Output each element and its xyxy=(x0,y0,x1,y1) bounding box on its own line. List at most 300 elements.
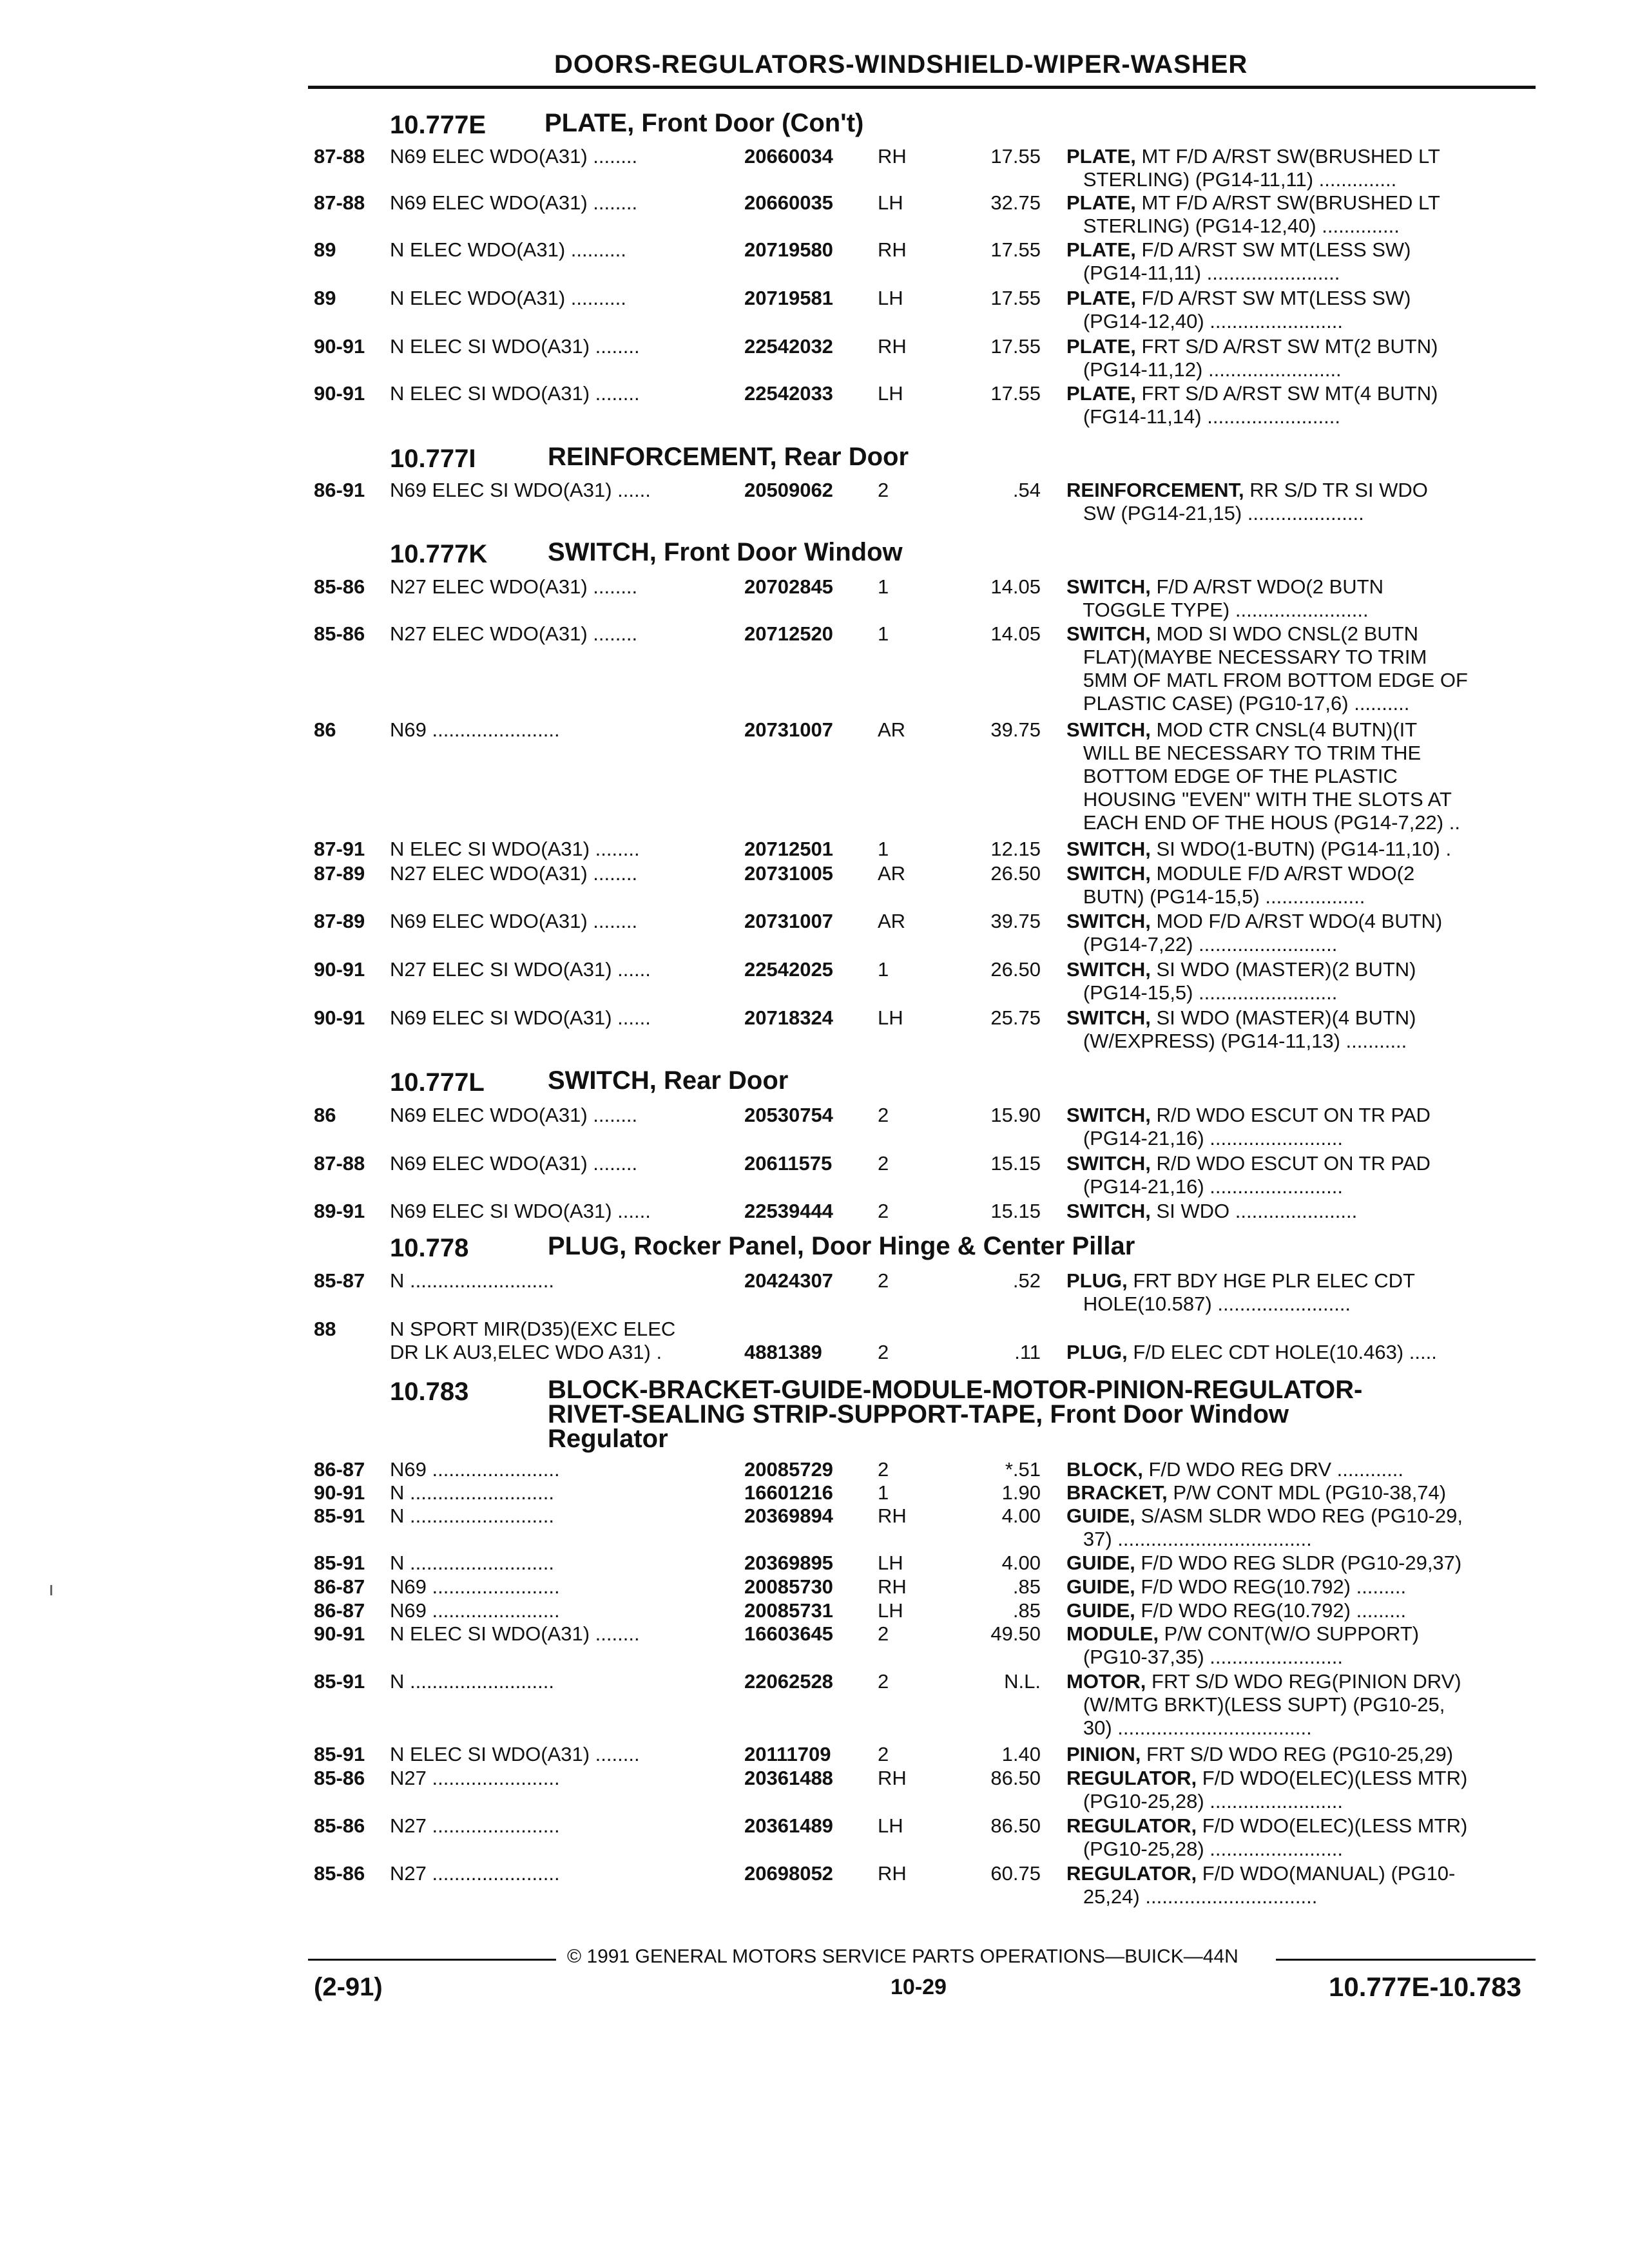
description-line: BUTN) (PG14-15,5) .................. xyxy=(1066,885,1365,908)
price: .52 xyxy=(1012,1269,1041,1292)
description-keyword: PLATE, xyxy=(1066,238,1136,261)
model-years: 85-87 xyxy=(314,1269,365,1292)
description-keyword: REGULATOR, xyxy=(1066,1767,1197,1789)
section-title-line-3: Regulator xyxy=(548,1425,668,1453)
quantity: 1 xyxy=(878,958,889,981)
part-number: 20530754 xyxy=(744,1104,833,1126)
part-description xyxy=(1066,910,1540,956)
description-keyword: SWITCH, xyxy=(1066,1152,1151,1175)
part-description xyxy=(1066,479,1540,525)
part-row xyxy=(0,382,1629,428)
description-keyword: SWITCH, xyxy=(1066,1104,1151,1126)
model-years: 87-89 xyxy=(314,910,365,932)
part-description xyxy=(1066,1152,1540,1198)
application: N ELEC SI WDO(A31) ........ xyxy=(390,335,640,358)
application: N27 ELEC SI WDO(A31) ...... xyxy=(390,958,651,981)
part-description xyxy=(1066,335,1540,381)
section-title: SWITCH, Front Door Window xyxy=(548,538,903,566)
section-number: 10.777K xyxy=(390,540,488,568)
description-line: SWITCH, R/D WDO ESCUT ON TR PAD xyxy=(1066,1152,1431,1175)
description-line: SW (PG14-21,15) ..................... xyxy=(1066,502,1364,524)
quantity: 1 xyxy=(878,575,889,598)
description-keyword: REGULATOR, xyxy=(1066,1862,1197,1885)
application: N ELEC WDO(A31) .......... xyxy=(390,238,626,261)
quantity: AR xyxy=(878,862,906,885)
part-number: 20085730 xyxy=(744,1575,833,1598)
description-line: BRACKET, P/W CONT MDL (PG10-38,74) xyxy=(1066,1481,1447,1504)
part-number: 22542033 xyxy=(744,382,833,405)
description-keyword: SWITCH, xyxy=(1066,1006,1151,1029)
description-line: SWITCH, SI WDO ...................... xyxy=(1066,1200,1358,1222)
part-row xyxy=(0,1622,1629,1669)
part-row xyxy=(0,1481,1629,1504)
model-years: 85-91 xyxy=(314,1743,365,1765)
description-keyword: PLUG, xyxy=(1066,1269,1128,1292)
model-years: 86 xyxy=(314,718,336,741)
part-number: 20719580 xyxy=(744,238,833,261)
part-description xyxy=(1066,1318,1540,1364)
model-years: 85-86 xyxy=(314,622,365,645)
section-number: 10.783 xyxy=(390,1378,469,1406)
description-keyword: PLATE, xyxy=(1066,335,1136,358)
quantity: RH xyxy=(878,1575,907,1598)
description-line: SWITCH, SI WDO (MASTER)(4 BUTN) xyxy=(1066,1006,1416,1029)
quantity: 2 xyxy=(878,1269,889,1292)
price: 60.75 xyxy=(990,1862,1041,1885)
description-line: (PG14-11,12) ........................ xyxy=(1066,358,1342,381)
description-line: GUIDE, S/ASM SLDR WDO REG (PG10-29, xyxy=(1066,1504,1463,1527)
description-keyword: SWITCH, xyxy=(1066,1200,1151,1222)
quantity: LH xyxy=(878,1552,903,1574)
application: N69 ....................... xyxy=(390,1599,560,1622)
quantity: LH xyxy=(878,1814,903,1837)
description-keyword: REGULATOR, xyxy=(1066,1814,1197,1837)
description-line: SWITCH, MOD CTR CNSL(4 BUTN)(IT xyxy=(1066,718,1418,741)
price: 49.50 xyxy=(990,1622,1041,1645)
price: 1.90 xyxy=(1001,1481,1041,1504)
footer-rule-right xyxy=(1276,1959,1536,1961)
description-keyword: SWITCH, xyxy=(1066,958,1151,981)
part-row xyxy=(0,1575,1629,1599)
part-row xyxy=(0,1504,1629,1551)
price: 17.55 xyxy=(990,335,1041,358)
application: N .......................... xyxy=(390,1552,554,1574)
description-line: SWITCH, MODULE F/D A/RST WDO(2 xyxy=(1066,862,1415,885)
application: N69 ELEC SI WDO(A31) ...... xyxy=(390,479,651,501)
section-number: 10.777L xyxy=(390,1068,485,1097)
price: 4.00 xyxy=(1001,1504,1041,1527)
application: N27 ELEC WDO(A31) ........ xyxy=(390,575,638,598)
price: 1.40 xyxy=(1001,1743,1041,1765)
description-keyword: SWITCH, xyxy=(1066,575,1151,598)
section-title: SWITCH, Rear Door xyxy=(548,1066,789,1095)
quantity: LH xyxy=(878,1006,903,1029)
model-years: 89 xyxy=(314,287,336,309)
price: .85 xyxy=(1012,1575,1041,1598)
description-line: PLATE, MT F/D A/RST SW(BRUSHED LT xyxy=(1066,145,1440,168)
description-keyword: SWITCH, xyxy=(1066,622,1151,645)
part-number: 22539444 xyxy=(744,1200,833,1222)
description-line: (PG14-21,16) ........................ xyxy=(1066,1175,1343,1198)
price: 15.15 xyxy=(990,1152,1041,1175)
description-line: SWITCH, MOD SI WDO CNSL(2 BUTN xyxy=(1066,622,1418,645)
model-years: 89 xyxy=(314,238,336,261)
description-line: PLASTIC CASE) (PG10-17,6) .......... xyxy=(1066,692,1410,715)
description-keyword: SWITCH, xyxy=(1066,862,1151,885)
description-line: PLATE, FRT S/D A/RST SW MT(4 BUTN) xyxy=(1066,382,1438,405)
quantity: 2 xyxy=(878,1458,889,1481)
description-line: GUIDE, F/D WDO REG(10.792) ......... xyxy=(1066,1599,1407,1622)
part-description xyxy=(1066,1814,1540,1861)
part-number: 20698052 xyxy=(744,1862,833,1885)
price: 14.05 xyxy=(990,622,1041,645)
description-line: (FG14-11,14) ........................ xyxy=(1066,405,1340,428)
model-years: 90-91 xyxy=(314,958,365,981)
part-description xyxy=(1066,1006,1540,1053)
model-years: 90-91 xyxy=(314,1622,365,1645)
part-description xyxy=(1066,1481,1540,1504)
part-number: 16601216 xyxy=(744,1481,833,1504)
application: N SPORT MIR(D35)(EXC ELEC xyxy=(390,1318,676,1340)
part-row xyxy=(0,622,1629,715)
description-line: (PG10-25,28) ........................ xyxy=(1066,1790,1343,1812)
part-row xyxy=(0,1862,1629,1908)
model-years: 89-91 xyxy=(314,1200,365,1222)
part-number: 22062528 xyxy=(744,1670,833,1693)
part-description xyxy=(1066,1622,1540,1669)
price: .54 xyxy=(1012,479,1041,501)
quantity: 1 xyxy=(878,622,889,645)
part-row xyxy=(0,958,1629,1004)
part-description xyxy=(1066,1575,1540,1599)
description-line: SWITCH, MOD F/D A/RST WDO(4 BUTN) xyxy=(1066,910,1443,932)
quantity: 2 xyxy=(878,1200,889,1222)
description-keyword: MODULE, xyxy=(1066,1622,1159,1645)
price: 26.50 xyxy=(990,862,1041,885)
description-keyword: SWITCH, xyxy=(1066,718,1151,741)
application: N .......................... xyxy=(390,1481,554,1504)
description-line: HOUSING "EVEN" WITH THE SLOTS AT xyxy=(1066,788,1452,811)
application: N69 ELEC WDO(A31) ........ xyxy=(390,1104,638,1126)
model-years: 86 xyxy=(314,1104,336,1126)
application-line-2: DR LK AU3,ELEC WDO A31) . xyxy=(390,1341,662,1363)
part-number: 4881389 xyxy=(744,1341,822,1363)
section-title-line-2: RIVET-SEALING STRIP-SUPPORT-TAPE, Front Door Window xyxy=(548,1400,1289,1428)
part-description xyxy=(1066,862,1540,908)
section-title: BLOCK-BRACKET-GUIDE-MODULE-MOTOR-PINION-REGULATOR- xyxy=(548,1376,1363,1404)
quantity: AR xyxy=(878,718,906,741)
description-line: (PG14-11,11) ........................ xyxy=(1066,262,1340,284)
part-number: 20369894 xyxy=(744,1504,833,1527)
part-description xyxy=(1066,1504,1540,1551)
quantity: 1 xyxy=(878,1481,889,1504)
description-line: (PG10-25,28) ........................ xyxy=(1066,1838,1343,1860)
application: N .......................... xyxy=(390,1670,554,1693)
application: N27 ....................... xyxy=(390,1862,560,1885)
description-line: HOLE(10.587) ........................ xyxy=(1066,1293,1351,1315)
application: N27 ELEC WDO(A31) ........ xyxy=(390,862,638,885)
model-years: 90-91 xyxy=(314,382,365,405)
quantity: 2 xyxy=(878,1743,889,1765)
part-number: 16603645 xyxy=(744,1622,833,1645)
price: 17.55 xyxy=(990,145,1041,168)
price: 32.75 xyxy=(990,191,1041,214)
part-row xyxy=(0,1767,1629,1813)
footer-rule-left xyxy=(308,1959,556,1961)
part-row xyxy=(0,910,1629,956)
description-line: REGULATOR, F/D WDO(MANUAL) (PG10- xyxy=(1066,1862,1456,1885)
section-number: 10.777E xyxy=(390,111,487,139)
description-line: FLAT)(MAYBE NECESSARY TO TRIM xyxy=(1066,646,1427,668)
part-description xyxy=(1066,382,1540,428)
part-number: 20611575 xyxy=(744,1152,833,1175)
description-line: (W/MTG BRKT)(LESS SUPT) (PG10-25, xyxy=(1066,1693,1445,1716)
price: 39.75 xyxy=(990,910,1041,932)
part-description xyxy=(1066,1767,1540,1813)
model-years: 87-88 xyxy=(314,145,365,168)
quantity: 2 xyxy=(878,479,889,501)
quantity: RH xyxy=(878,238,907,261)
price: 15.15 xyxy=(990,1200,1041,1222)
part-row xyxy=(0,479,1629,525)
part-row xyxy=(0,1200,1629,1223)
header-rule xyxy=(308,86,1536,89)
description-line: 37) ................................... xyxy=(1066,1528,1312,1550)
application: N ELEC SI WDO(A31) ........ xyxy=(390,838,640,860)
part-number: 20111709 xyxy=(744,1743,831,1765)
price: 86.50 xyxy=(990,1814,1041,1837)
part-row xyxy=(0,1670,1629,1740)
footer-page-number: 10-29 xyxy=(891,1975,947,1999)
price: 4.00 xyxy=(1001,1552,1041,1574)
price: .85 xyxy=(1012,1599,1041,1622)
application: N69 ELEC WDO(A31) ........ xyxy=(390,1152,638,1175)
quantity: AR xyxy=(878,910,906,932)
description-line: REINFORCEMENT, RR S/D TR SI WDO xyxy=(1066,479,1428,501)
application: N ELEC SI WDO(A31) ........ xyxy=(390,1622,640,1645)
part-description xyxy=(1066,1552,1540,1575)
price: 17.55 xyxy=(990,287,1041,309)
part-row xyxy=(0,191,1629,238)
description-line: PINION, FRT S/D WDO REG (PG10-25,29) xyxy=(1066,1743,1454,1765)
quantity: LH xyxy=(878,1599,903,1622)
description-line: PLATE, MT F/D A/RST SW(BRUSHED LT xyxy=(1066,191,1440,214)
description-keyword: BRACKET, xyxy=(1066,1481,1168,1504)
model-years: 90-91 xyxy=(314,335,365,358)
description-keyword: PLATE, xyxy=(1066,382,1136,405)
description-keyword: PINION, xyxy=(1066,1743,1141,1765)
part-row xyxy=(0,1269,1629,1316)
part-description xyxy=(1066,1200,1540,1223)
description-line: MOTOR, FRT S/D WDO REG(PINION DRV) xyxy=(1066,1670,1461,1693)
model-years: 86-91 xyxy=(314,479,365,501)
part-number: 20712501 xyxy=(744,838,833,860)
description-line: REGULATOR, F/D WDO(ELEC)(LESS MTR) xyxy=(1066,1814,1468,1837)
part-row xyxy=(0,287,1629,333)
part-number: 20369895 xyxy=(744,1552,833,1574)
description-line: (PG14-15,5) ......................... xyxy=(1066,981,1338,1004)
description-line: EACH END OF THE HOUS (PG14-7,22) .. xyxy=(1066,811,1460,834)
part-number: 20731007 xyxy=(744,910,833,932)
part-number: 20712520 xyxy=(744,622,833,645)
description-line: (W/EXPRESS) (PG14-11,13) ........... xyxy=(1066,1030,1407,1052)
application: N27 ....................... xyxy=(390,1767,560,1789)
description-line: TOGGLE TYPE) ........................ xyxy=(1066,599,1369,621)
model-years: 85-91 xyxy=(314,1552,365,1574)
part-number: 20660034 xyxy=(744,145,833,168)
part-row xyxy=(0,1814,1629,1861)
description-line: STERLING) (PG14-12,40) .............. xyxy=(1066,215,1400,237)
description-keyword: GUIDE, xyxy=(1066,1599,1135,1622)
part-row xyxy=(0,1599,1629,1622)
part-row xyxy=(0,575,1629,622)
description-line: BLOCK, F/D WDO REG DRV ............ xyxy=(1066,1458,1404,1481)
application: N69 ELEC WDO(A31) ........ xyxy=(390,191,638,214)
model-years: 87-88 xyxy=(314,191,365,214)
part-row xyxy=(0,335,1629,381)
footer-copyright: © 1991 GENERAL MOTORS SERVICE PARTS OPERATIONS—BUICK—44N xyxy=(567,1946,1239,1967)
description-keyword: SWITCH, xyxy=(1066,910,1151,932)
price: 39.75 xyxy=(990,718,1041,741)
application: N ELEC SI WDO(A31) ........ xyxy=(390,382,640,405)
description-line: 25,24) ............................... xyxy=(1066,1885,1318,1908)
part-row xyxy=(0,1152,1629,1198)
part-description xyxy=(1066,1269,1540,1316)
part-row xyxy=(0,1104,1629,1150)
description-keyword: BLOCK, xyxy=(1066,1458,1143,1481)
part-row xyxy=(0,718,1629,834)
part-description xyxy=(1066,145,1540,191)
part-row xyxy=(0,1743,1629,1766)
model-years: 87-91 xyxy=(314,838,365,860)
price: *.51 xyxy=(1005,1458,1041,1481)
model-years: 85-86 xyxy=(314,1767,365,1789)
part-description xyxy=(1066,575,1540,622)
description-line: BOTTOM EDGE OF THE PLASTIC xyxy=(1066,765,1398,787)
model-years: 87-88 xyxy=(314,1152,365,1175)
description-keyword: GUIDE, xyxy=(1066,1552,1135,1574)
price: 26.50 xyxy=(990,958,1041,981)
page-header-title: DOORS-REGULATORS-WINDSHIELD-WIPER-WASHER xyxy=(554,50,1248,79)
part-description xyxy=(1066,838,1540,861)
model-years: 85-91 xyxy=(314,1670,365,1693)
application: N ELEC WDO(A31) .......... xyxy=(390,287,626,309)
description-line: SWITCH, SI WDO(1-BUTN) (PG14-11,10) . xyxy=(1066,838,1452,860)
part-description xyxy=(1066,622,1540,715)
model-years: 86-87 xyxy=(314,1458,365,1481)
quantity: RH xyxy=(878,1504,907,1527)
part-number: 20702845 xyxy=(744,575,833,598)
price: N.L. xyxy=(1004,1670,1041,1693)
part-row xyxy=(0,838,1629,861)
description-line: (PG14-12,40) ........................ xyxy=(1066,310,1343,332)
description-keyword: SWITCH, xyxy=(1066,838,1151,860)
part-description xyxy=(1066,958,1540,1004)
part-description xyxy=(1066,1104,1540,1150)
model-years: 85-86 xyxy=(314,575,365,598)
application: N69 ELEC SI WDO(A31) ...... xyxy=(390,1006,651,1029)
part-description xyxy=(1066,1862,1540,1908)
application: N69 ....................... xyxy=(390,1575,560,1598)
description-line: GUIDE, F/D WDO REG(10.792) ......... xyxy=(1066,1575,1407,1598)
part-number: 22542025 xyxy=(744,958,833,981)
part-row xyxy=(0,145,1629,191)
description-line xyxy=(1066,1318,1540,1341)
footer-section-range: 10.777E-10.783 xyxy=(1329,1972,1521,2002)
description-line: 30) ................................... xyxy=(1066,1716,1312,1739)
part-number: 20731005 xyxy=(744,862,833,885)
part-number: 20509062 xyxy=(744,479,833,501)
application: N .......................... xyxy=(390,1504,554,1527)
model-years: 90-91 xyxy=(314,1481,365,1504)
part-number: 20085729 xyxy=(744,1458,833,1481)
description-keyword: PLATE, xyxy=(1066,145,1136,168)
description-line: PLATE, F/D A/RST SW MT(LESS SW) xyxy=(1066,287,1411,309)
quantity: LH xyxy=(878,287,903,309)
description-line: 5MM OF MATL FROM BOTTOM EDGE OF xyxy=(1066,669,1468,691)
part-number: 20731007 xyxy=(744,718,833,741)
price: 15.90 xyxy=(990,1104,1041,1126)
model-years: 86-87 xyxy=(314,1575,365,1598)
section-title: REINFORCEMENT, Rear Door xyxy=(548,443,909,471)
scan-margin-mark xyxy=(50,1585,52,1595)
price: 12.15 xyxy=(990,838,1041,860)
quantity: 2 xyxy=(878,1152,889,1175)
application: N69 ....................... xyxy=(390,718,560,741)
quantity: 2 xyxy=(878,1341,889,1363)
description-line: WILL BE NECESSARY TO TRIM THE xyxy=(1066,742,1422,764)
model-years: 85-86 xyxy=(314,1814,365,1837)
part-number: 20718324 xyxy=(744,1006,833,1029)
footer-revision-date: (2-91) xyxy=(314,1973,383,2001)
part-number: 22542032 xyxy=(744,335,833,358)
quantity: RH xyxy=(878,1767,907,1789)
description-line: PLUG, F/D ELEC CDT HOLE(10.463) ..... xyxy=(1066,1341,1437,1363)
description-line: MODULE, P/W CONT(W/O SUPPORT) xyxy=(1066,1622,1420,1645)
application: N69 ELEC SI WDO(A31) ...... xyxy=(390,1200,651,1222)
quantity: RH xyxy=(878,1862,907,1885)
description-line: (PG14-21,16) ........................ xyxy=(1066,1127,1343,1149)
model-years: 87-89 xyxy=(314,862,365,885)
quantity: LH xyxy=(878,191,903,214)
part-description xyxy=(1066,718,1540,834)
description-line: REGULATOR, F/D WDO(ELEC)(LESS MTR) xyxy=(1066,1767,1468,1789)
description-keyword: PLATE, xyxy=(1066,191,1136,214)
application: N69 ....................... xyxy=(390,1458,560,1481)
description-keyword: PLUG, xyxy=(1066,1341,1128,1363)
quantity: 2 xyxy=(878,1622,889,1645)
quantity: 2 xyxy=(878,1670,889,1693)
application: N69 ELEC WDO(A31) ........ xyxy=(390,910,638,932)
section-number: 10.778 xyxy=(390,1234,469,1262)
model-years: 90-91 xyxy=(314,1006,365,1029)
part-row xyxy=(0,1552,1629,1575)
part-description xyxy=(1066,238,1540,285)
model-years: 85-91 xyxy=(314,1504,365,1527)
application: N27 ELEC WDO(A31) ........ xyxy=(390,622,638,645)
part-description xyxy=(1066,191,1540,238)
description-line: GUIDE, F/D WDO REG SLDR (PG10-29,37) xyxy=(1066,1552,1462,1574)
part-description xyxy=(1066,1670,1540,1740)
application: N .......................... xyxy=(390,1269,554,1292)
model-years: 86-87 xyxy=(314,1599,365,1622)
description-line: (PG10-37,35) ........................ xyxy=(1066,1646,1343,1668)
section-title: PLUG, Rocker Panel, Door Hinge & Center Pillar xyxy=(548,1232,1135,1260)
part-description xyxy=(1066,1743,1540,1766)
part-row xyxy=(0,1006,1629,1053)
description-line: (PG14-7,22) ......................... xyxy=(1066,933,1338,956)
quantity: RH xyxy=(878,145,907,168)
